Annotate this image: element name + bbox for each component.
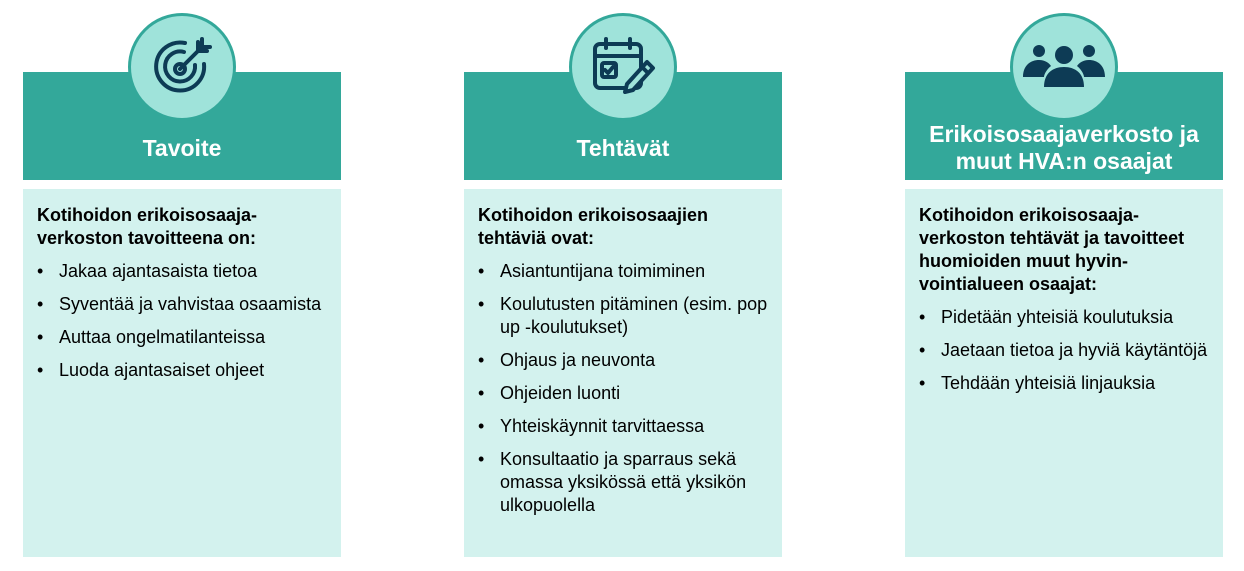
card-tavoite [23,0,341,571]
icon-circle [1010,13,1118,121]
card-intro: Kotihoidon erikoisosaaja-verkoston tehtävät ja tavoitteet huomioiden muut hyvin-vointialueen osaajat: [919,205,1185,294]
icon-circle [569,13,677,121]
list-item: • Koulutusten pitäminen (esim. pop up -koulutukset) [478,293,772,339]
list-item: • Pidetään yhteisiä koulutuksia [919,306,1213,329]
card-title: Tehtävät [576,134,670,161]
list-item: • Auttaa ongelmatilanteissa [37,326,331,349]
people-group-icon [1021,37,1107,97]
list-item: • Ohjaus ja neuvonta [478,349,772,372]
card-title: Erikoisosaajaverkosto ja muut HVA:n osaajat [929,121,1199,174]
target-icon [149,34,215,100]
list-item: • Jaetaan tietoa ja hyviä käytäntöjä [919,339,1213,362]
card-tehtavat [464,0,782,571]
bullet-list [37,260,331,382]
card-title: Tavoite [142,134,222,161]
calendar-edit-icon [589,34,657,100]
list-item: • Yhteiskäynnit tarvittaessa [478,415,772,438]
list-item: • Tehdään yhteisiä linjauksia [919,372,1213,395]
list-item: • Ohjeiden luonti [478,382,772,405]
card-body [23,189,341,557]
list-item: • Konsultaatio ja sparraus sekä omassa yksikössä että yksikön ulkopuolella [478,448,772,517]
list-item: • Asiantuntijana toimiminen [478,260,772,283]
card-erikoisosaajaverkosto [905,0,1223,571]
card-intro: Kotihoidon erikoisosaajien tehtäviä ovat: [478,205,709,248]
icon-circle [128,13,236,121]
card-intro: Kotihoidon erikoisosaaja-verkoston tavoitteena on: [37,205,258,248]
card-body [464,189,782,557]
list-item: • Jakaa ajantasaista tietoa [37,260,331,283]
bullet-list [478,260,772,517]
card-body [905,189,1223,557]
list-item: • Syventää ja vahvistaa osaamista [37,293,331,316]
bullet-list [919,306,1213,395]
list-item: • Luoda ajantasaiset ohjeet [37,359,331,382]
